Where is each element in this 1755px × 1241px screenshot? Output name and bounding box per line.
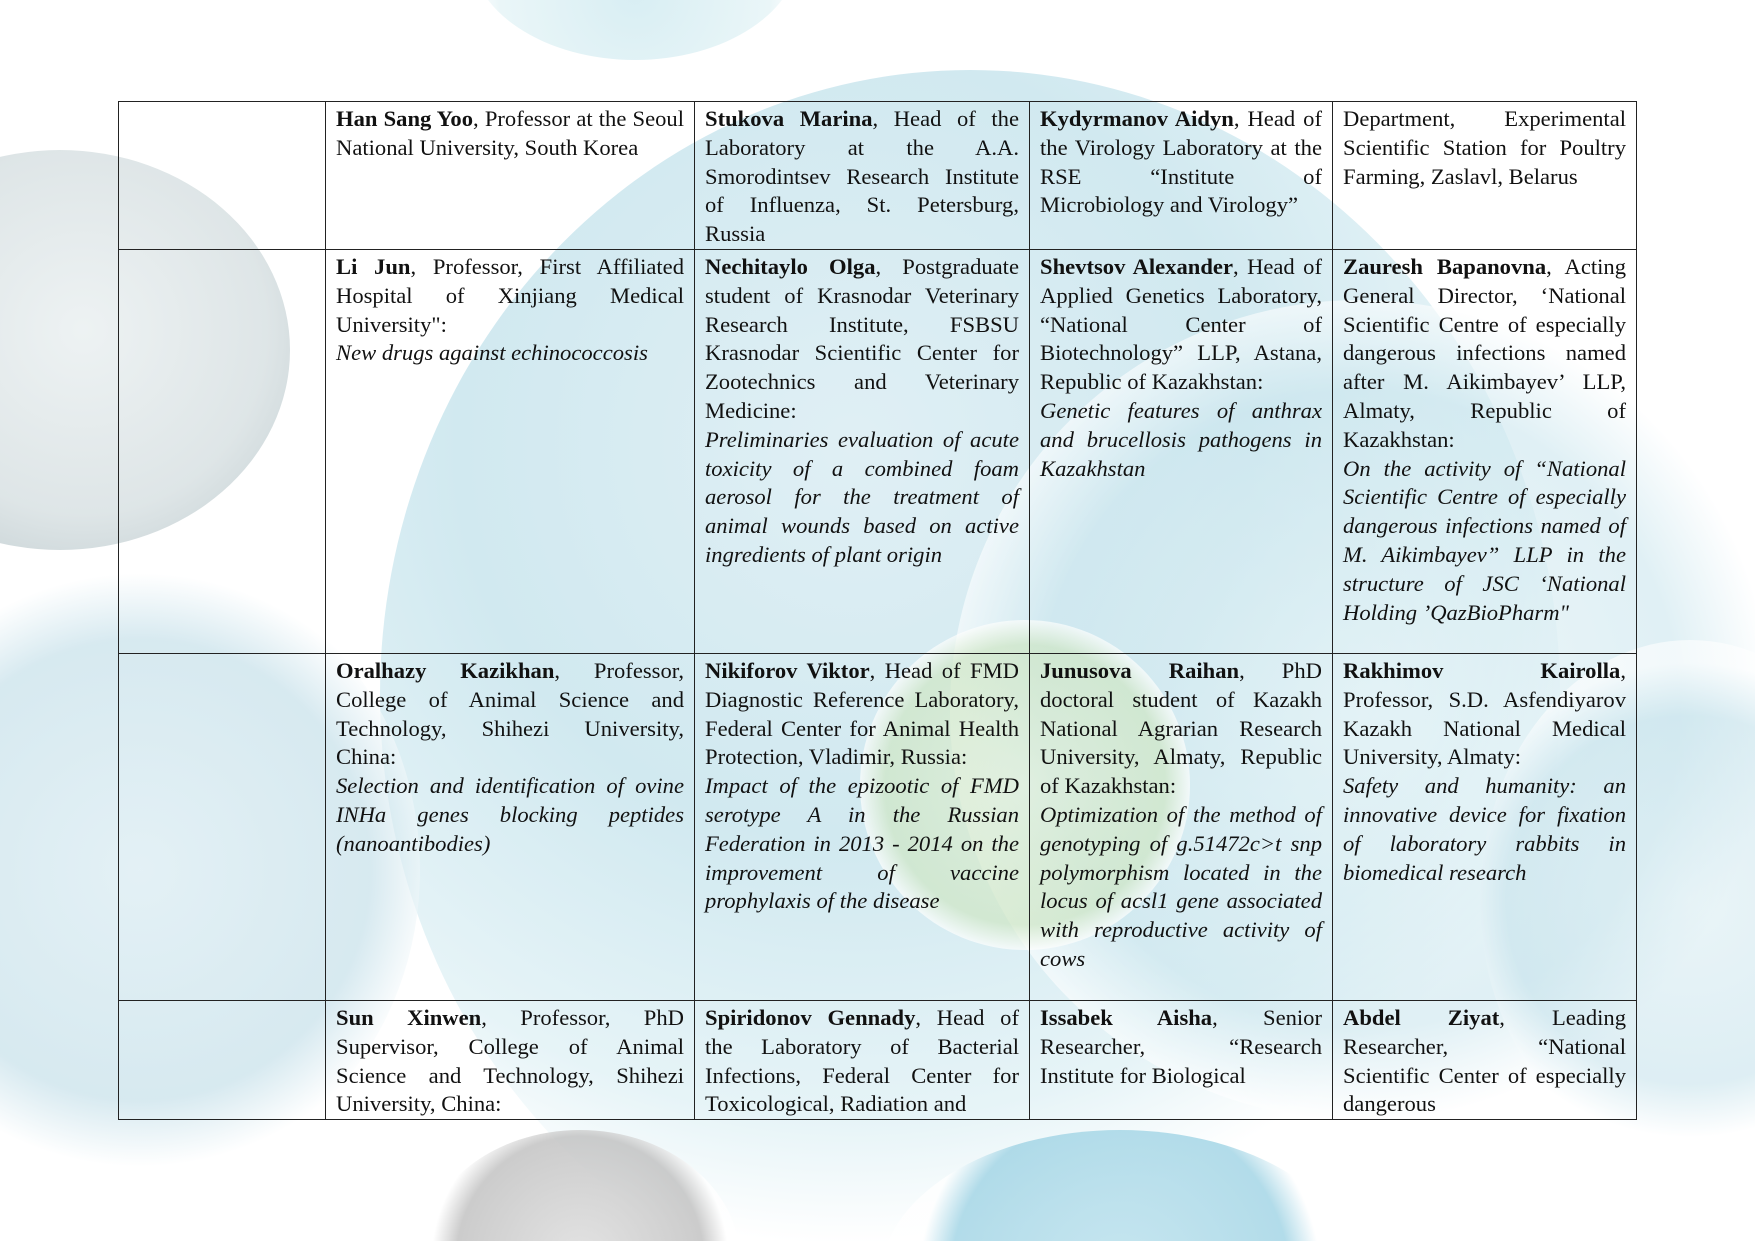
- empty-cell: [119, 249, 326, 653]
- speaker-info: , Head of the Laboratory of Bacterial Infections, Federal Center for Toxicological, Radiation and: [705, 1004, 1019, 1117]
- speaker-cell: [695, 653, 1030, 1000]
- speaker-cell: [695, 249, 1030, 653]
- speaker-info: Department, Experimental Scientific Station for Poultry Farming, Zaslavl, Belarus: [1343, 106, 1626, 189]
- table-row: [119, 1000, 1637, 1119]
- speaker-info: , Acting General Director, ‘National Scientific Centre of especially dangerous infections named after M. Aikimbayev’ LLP, Almaty, Republic of Kazakhstan:: [1343, 253, 1627, 452]
- speaker-info: , Professor, S.D. Asfendiyarov Kazakh National Medical University, Almaty:: [1343, 657, 1626, 770]
- speaker-name: Han Sang Yoo: [336, 106, 474, 131]
- speaker-cell: [326, 102, 695, 250]
- speaker-info: , PhD doctoral student of Kazakh National Agrarian Research University, Almaty, Republic of Kazakhstan:: [1040, 657, 1322, 799]
- talk-title: Selection and identification of ovine INHa genes blocking peptides (nanoantibodies): [336, 773, 684, 856]
- speaker-cell: [1333, 102, 1637, 250]
- speaker-name: Rakhimov Kairolla: [1343, 657, 1621, 683]
- speaker-cell: [326, 249, 695, 653]
- talk-title: Safety and humanity: an innovative device for fixation of laboratory rabbits in biomedical research: [1343, 773, 1626, 885]
- speaker-info: , Head of FMD Diagnostic Reference Laboratory, Federal Center for Animal Health Protection, Vladimir, Russia:: [705, 657, 1019, 770]
- empty-cell: [119, 102, 326, 250]
- table-row: [119, 102, 1637, 250]
- speakers-table: [118, 101, 1637, 1120]
- speaker-info: , Head of the Virology Laboratory at the RSE “Institute of Microbiology and Virology”: [1040, 106, 1322, 218]
- speaker-name: Stukova Marina: [705, 106, 873, 131]
- speaker-cell: [1333, 653, 1637, 1000]
- speaker-name: Nikiforov Viktor: [705, 657, 870, 683]
- speaker-name: Sun Xinwen: [336, 1004, 482, 1030]
- speaker-name: Nechitaylo Olga: [705, 253, 876, 279]
- speaker-name: Abdel Ziyat: [1343, 1004, 1500, 1030]
- talk-title: Genetic features of anthrax and brucellosis pathogens in Kazakhstan: [1040, 397, 1322, 481]
- speaker-cell: [1030, 653, 1333, 1000]
- speaker-name: Kydyrmanov Aidyn: [1040, 106, 1234, 131]
- speaker-info: , Head of the Laboratory at the A.A. Smorodintsev Research Institute of Influenza, St. Petersburg, Russia: [705, 106, 1019, 247]
- talk-title: Preliminaries evaluation of acute toxicity of a combined foam aerosol for the treatment of animal wounds based on active ingredients of plant origin: [705, 426, 1019, 567]
- speaker-name: Zauresh Bapanovna: [1343, 253, 1547, 279]
- speaker-cell: [1030, 102, 1333, 250]
- table-row: [119, 653, 1637, 1000]
- speaker-cell: [1030, 249, 1333, 653]
- speaker-cell: [1030, 1000, 1333, 1119]
- speaker-info: , Leading Researcher, “National Scientific Center of especially dangerous: [1343, 1004, 1626, 1117]
- talk-title: Impact of the epizootic of FMD serotype A in the Russian Federation in 2013 - 2014 on the improvement of vaccine prophylaxis of the disease: [705, 773, 1019, 914]
- speaker-name: Shevtsov Alexander: [1040, 253, 1233, 279]
- speaker-info: , Senior Researcher, “Research Institute for Biological: [1040, 1004, 1322, 1088]
- speaker-cell: [326, 653, 695, 1000]
- talk-title: New drugs against echinococcosis: [336, 340, 648, 366]
- speaker-name: Spiridonov Gennady: [705, 1004, 916, 1030]
- speaker-info: , Professor, First Affiliated Hospital of Xinjiang Medical University":: [336, 253, 684, 337]
- speaker-info: , Head of Applied Genetics Laboratory, “National Center of Biotechnology” LLP, Astana, Republic of Kazakhstan:: [1040, 253, 1322, 395]
- speaker-name: Junusova Raihan: [1040, 657, 1240, 683]
- speaker-name: Oralhazy Kazikhan: [336, 657, 555, 683]
- empty-cell: [119, 653, 326, 1000]
- table-row: [119, 249, 1637, 653]
- speaker-info: , Professor, PhD Supervisor, College of Animal Science and Technology, Shihezi University, China:: [336, 1004, 684, 1117]
- speaker-name: Issabek Aisha: [1040, 1004, 1213, 1030]
- speaker-cell: [1333, 249, 1637, 653]
- talk-title: On the activity of “National Scientific Centre of especially dangerous infections named of M. Aikimbayev” LLP in the structure of JSC ‘National Holding ’QazBioPharm": [1343, 455, 1626, 625]
- speaker-info: , Postgraduate student of Krasnodar Veterinary Research Institute, FSBSU Krasnodar Scientific Center for Zootechnics and Veterinary Medicine:: [705, 253, 1019, 423]
- speaker-cell: [695, 102, 1030, 250]
- speaker-cell: [695, 1000, 1030, 1119]
- speaker-cell: [1333, 1000, 1637, 1119]
- speaker-name: Li Jun: [336, 253, 411, 279]
- empty-cell: [119, 1000, 326, 1119]
- talk-title: Optimization of the method of genotyping of g.51472c>t snp polymorphism located in the locus of acsl1 gene associated with reproductive activity of cows: [1040, 801, 1322, 971]
- speaker-cell: [326, 1000, 695, 1119]
- speaker-info: , Professor at the Seoul National University, South Korea: [336, 106, 684, 160]
- speaker-info: , Professor, College of Animal Science and Technology, Shihezi University, China:: [336, 657, 685, 770]
